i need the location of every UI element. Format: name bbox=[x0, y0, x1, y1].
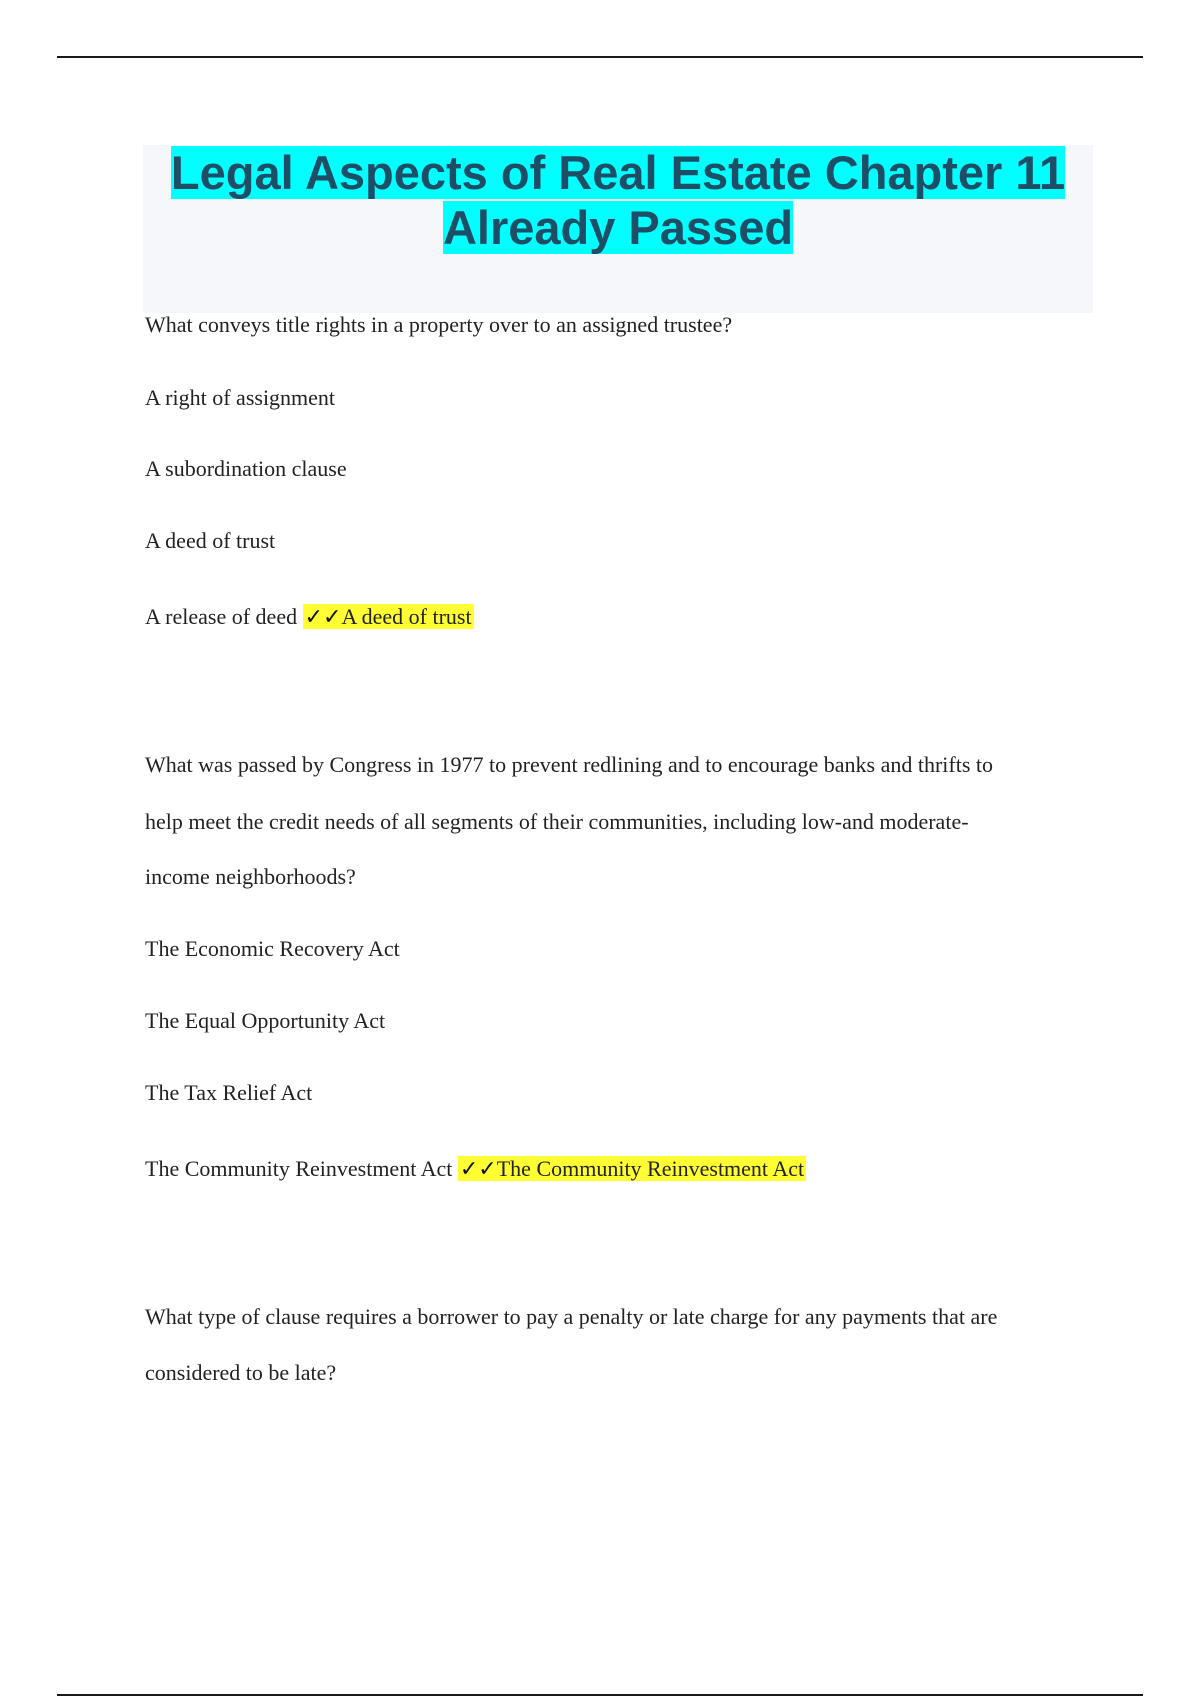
question-3-text-line-1: What type of clause requires a borrower to pay a penalty or late charge for any payments that are bbox=[145, 1304, 998, 1329]
page-title-line-2: Already Passed bbox=[442, 201, 794, 254]
check-icon: ✓✓ bbox=[459, 1157, 497, 1182]
question-1-option-1: A right of assignment bbox=[145, 385, 336, 410]
question-2-text-line-2: help meet the credit needs of all segments of their communities, including low-and moderate- bbox=[145, 809, 969, 834]
question-2-option-2: The Equal Opportunity Act bbox=[145, 1008, 386, 1033]
question-1-option-3: A deed of trust bbox=[145, 528, 276, 553]
question-3-text-line-2: considered to be late? bbox=[145, 1360, 337, 1385]
question-2-option-1: The Economic Recovery Act bbox=[145, 936, 400, 961]
question-2-text-line-1: What was passed by Congress in 1977 to prevent redlining and to encourage banks and thrifts to bbox=[145, 752, 994, 777]
question-1-option-2: A subordination clause bbox=[145, 456, 347, 481]
question-2-answer-text: The Community Reinvestment Act bbox=[496, 1156, 805, 1181]
question-1-option-4: A release of deed bbox=[145, 604, 298, 629]
header-rule bbox=[57, 56, 1143, 58]
check-icon: ✓✓ bbox=[304, 605, 342, 630]
question-2-text-line-3: income neighborhoods? bbox=[145, 864, 356, 889]
page-title-line-1: Legal Aspects of Real Estate Chapter 11 bbox=[170, 146, 1066, 199]
question-2-option-4-row bbox=[145, 1155, 806, 1184]
question-1-text: What conveys title rights in a property over to an assigned trustee? bbox=[145, 312, 733, 337]
question-2-option-3: The Tax Relief Act bbox=[145, 1080, 313, 1105]
question-1-answer-text: A deed of trust bbox=[341, 604, 472, 629]
question-1-answer bbox=[303, 604, 474, 629]
question-1-option-4-row bbox=[145, 603, 474, 632]
footer-rule bbox=[57, 1694, 1143, 1696]
question-2-answer bbox=[458, 1156, 806, 1181]
question-2-option-4: The Community Reinvestment Act bbox=[145, 1156, 453, 1181]
title-block bbox=[143, 145, 1093, 313]
